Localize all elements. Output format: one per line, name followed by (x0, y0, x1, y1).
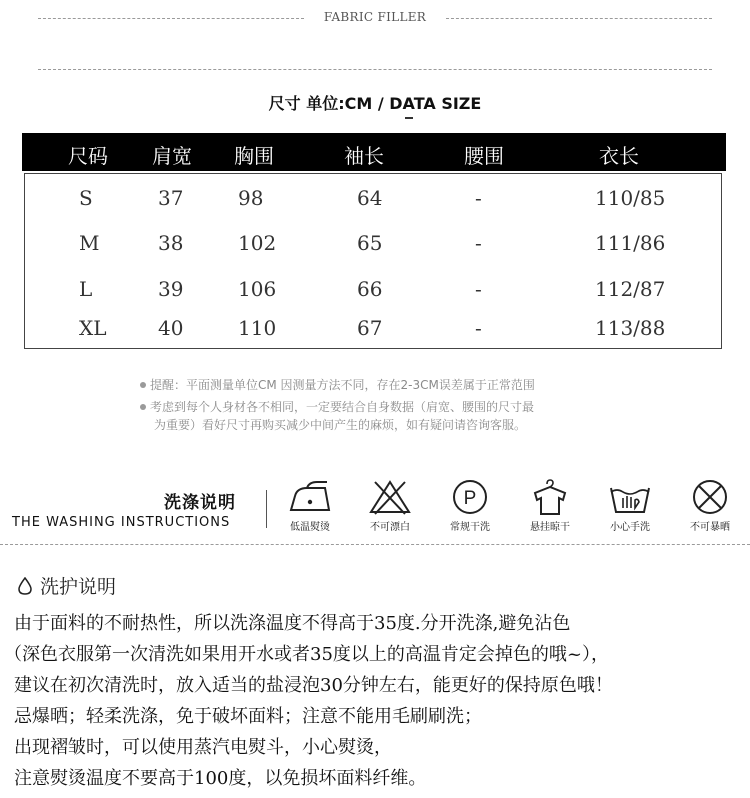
cell-sleeve: 66 (357, 277, 383, 301)
wash-icon-label: 不可漂白 (370, 522, 410, 533)
cell-shoulder: 38 (158, 231, 184, 255)
cell-chest: 110 (238, 316, 277, 340)
care-heading (18, 572, 116, 600)
cell-size: XL (79, 316, 107, 340)
cell-size: M (79, 231, 100, 255)
col-header-sleeve: 袖长 (344, 144, 384, 168)
care-line-3: 建议在初次清洗时，放入适当的盐浸泡30分钟左右，能更好的保持原色哦！ (14, 675, 613, 696)
care-dashed-line (0, 544, 750, 545)
water-drop-icon (18, 577, 32, 600)
no-bleach-icon (367, 478, 413, 516)
cell-length: 113/88 (595, 316, 666, 340)
cell-sleeve: 67 (357, 316, 383, 340)
care-line-4: 忌爆晒；轻柔洗涤，免于破坏面料；注意不能用毛刷刷洗； (14, 706, 482, 727)
care-heading-text: 洗护说明 (40, 576, 117, 598)
note-measurement (140, 376, 535, 393)
care-line-2: （深色衣服第一次清洗如果用开水或者35度以上的高温肯定会掉色的哦~）， (4, 644, 609, 665)
wash-icon-item (360, 478, 420, 533)
care-line-1: 由于面料的不耐热性，所以洗涤温度不得高于35度.分开洗涤,避免沾色 (14, 613, 571, 634)
note-line-1: 提醒：平面测量单位CM 因测量方法不同，存在2-3CM误差属于正常范围 (150, 378, 535, 392)
wash-icon-label: 低温熨烫 (290, 522, 330, 533)
dry-clean-p-icon (447, 478, 493, 516)
second-dashed-line (38, 69, 712, 70)
bullet-icon (140, 404, 146, 410)
wash-icon-label: 小心手洗 (610, 522, 650, 533)
wash-icon-label: 常规干洗 (450, 522, 490, 533)
care-line-5: 出现褶皱时，可以使用蒸汽电熨斗，小心熨烫， (14, 737, 392, 758)
wash-icon-item (280, 478, 340, 533)
hang-dry-icon (527, 478, 573, 516)
washing-title-cn: 洗涤说明 (164, 493, 236, 513)
note-line-2: 考虑到每个人身材各不相同，一定要结合自身数据（肩宽、腰围的尺寸最 (150, 400, 535, 414)
cell-waist: - (475, 186, 482, 210)
top-dashed-line-right (446, 18, 712, 19)
cell-chest: 102 (238, 231, 277, 255)
low-temp-iron-icon (287, 478, 333, 516)
wash-icon-label: 不可暴晒 (690, 522, 730, 533)
care-line-6: 注意熨烫温度不要高于100度，以免损坏面料纤维。 (14, 768, 427, 789)
col-header-size: 尺码 (68, 144, 108, 168)
no-tumble-dry-icon (687, 478, 733, 516)
wash-icon-item (440, 478, 500, 533)
size-table-body (24, 173, 722, 349)
cell-shoulder: 40 (158, 316, 184, 340)
cell-sleeve: 65 (357, 231, 383, 255)
cell-length: 112/87 (595, 277, 666, 301)
cell-chest: 98 (238, 186, 264, 210)
note-fit (140, 398, 534, 415)
cell-size: S (79, 186, 93, 210)
svg-text:P: P (463, 488, 477, 509)
cell-shoulder: 37 (158, 186, 184, 210)
cell-sleeve: 64 (357, 186, 383, 210)
cell-waist: - (475, 231, 482, 255)
washing-divider (266, 490, 267, 528)
bullet-icon (140, 382, 146, 388)
size-table-header (22, 133, 726, 171)
col-header-chest: 胸围 (234, 144, 274, 168)
cell-size: L (79, 277, 93, 301)
washing-title-en: THE WASHING INSTRUCTIONS (12, 515, 231, 530)
size-chart-title: 尺寸 单位:CM / DATA SIZE (268, 94, 482, 113)
title-underline-mark (405, 117, 413, 119)
col-header-shoulder: 肩宽 (152, 144, 192, 168)
wash-icon-label: 悬挂晾干 (530, 522, 570, 533)
cell-shoulder: 39 (158, 277, 184, 301)
col-header-waist: 腰围 (464, 144, 504, 168)
cell-length: 111/86 (595, 231, 666, 255)
cell-waist: - (475, 277, 482, 301)
wash-icon-item (520, 478, 580, 533)
col-header-length: 衣长 (599, 144, 639, 168)
wash-icon-item (680, 478, 740, 533)
fabric-filler-label: FABRIC FILLER (323, 10, 427, 24)
cell-waist: - (475, 316, 482, 340)
hand-wash-icon (607, 478, 653, 516)
cell-chest: 106 (238, 277, 277, 301)
wash-icon-item (600, 478, 660, 533)
note-line-3: 为重要）看好尺寸再购买减少中间产生的麻烦，如有疑问请咨询客服。 (154, 418, 527, 432)
cell-length: 110/85 (595, 186, 666, 210)
